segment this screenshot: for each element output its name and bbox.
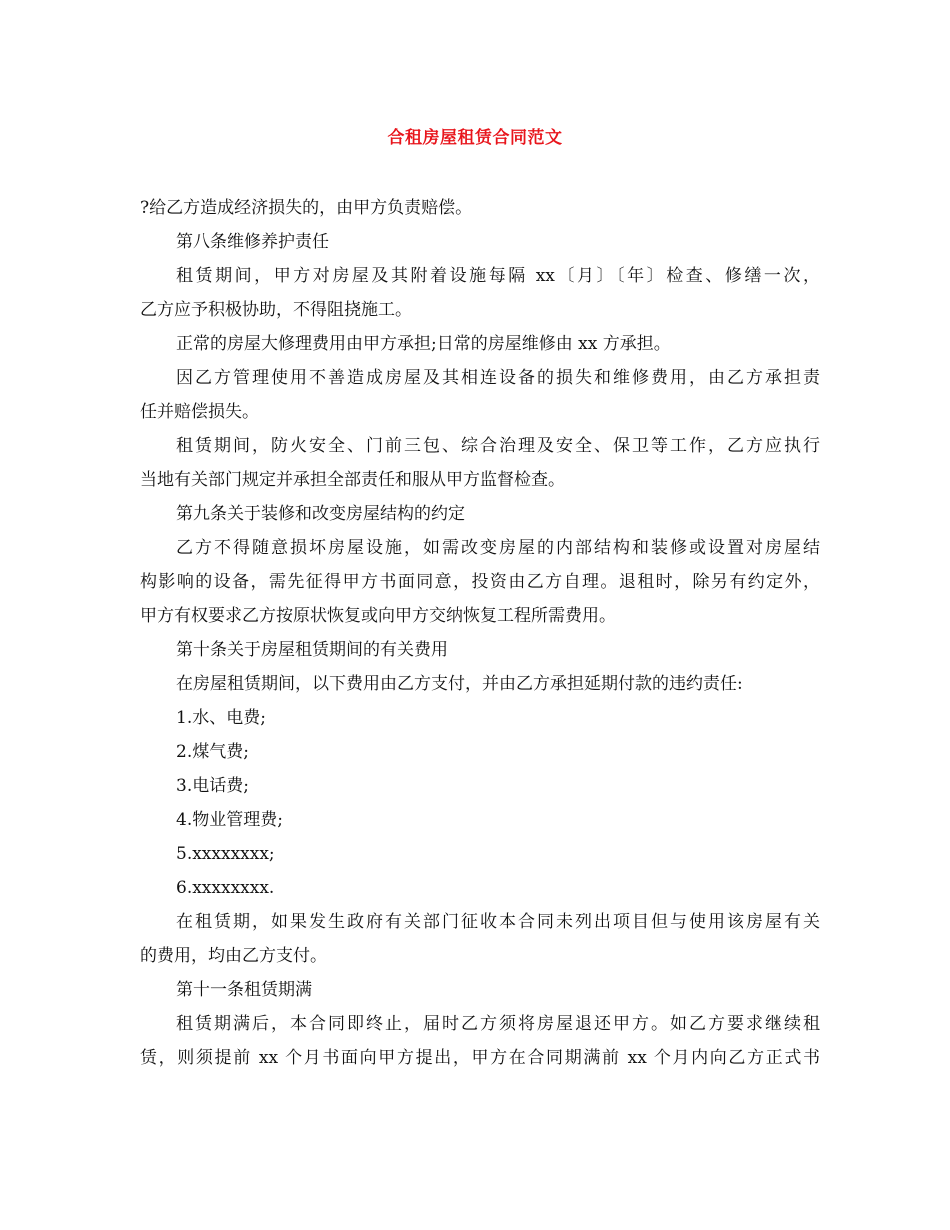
- document-line: ?给乙方造成经济损失的，由甲方负责赔偿。: [140, 198, 473, 218]
- document-line: 因乙方管理使用不善造成房屋及其相连设备的损失和维修费用，由乙方承担责: [176, 368, 820, 388]
- document-line: 赁，则须提前 xx 个月书面向甲方提出，甲方在合同期满前 xx 个月内向乙方正式书: [140, 1048, 820, 1068]
- document-line: 乙方应予积极协助，不得阻挠施工。: [140, 300, 412, 320]
- document-line: 5.xxxxxxxx;: [176, 844, 275, 864]
- document-line: 租赁期满后，本合同即终止，届时乙方须将房屋退还甲方。如乙方要求继续租: [176, 1014, 820, 1034]
- document-line: 当地有关部门规定并承担全部责任和服从甲方监督检查。: [140, 470, 565, 490]
- document-line: 第十一条租赁期满: [176, 980, 312, 1000]
- document-line: 正常的房屋大修理费用由甲方承担;日常的房屋维修由 xx 方承担。: [176, 334, 671, 354]
- document-line: 第八条维修养护责任: [176, 232, 329, 252]
- document-line: 甲方有权要求乙方按原状恢复或向甲方交纳恢复工程所需费用。: [140, 606, 616, 626]
- document-line: 任并赔偿损失。: [140, 402, 259, 422]
- document-line: 4.物业管理费;: [176, 810, 283, 830]
- document-body: [140, 191, 820, 1075]
- document-line: 乙方不得随意损坏房屋设施，如需改变房屋的内部结构和装修或设置对房屋结: [176, 538, 820, 558]
- document-line: 1.水、电费;: [176, 708, 266, 728]
- document-title: 合租房屋租赁合同范文: [387, 128, 563, 148]
- document-line: 第十条关于房屋租赁期间的有关费用: [176, 640, 448, 660]
- document-line: 在房屋租赁期间，以下费用由乙方支付，并由乙方承担延期付款的违约责任:: [176, 674, 743, 694]
- document-line: 的费用，均由乙方支付。: [140, 946, 327, 966]
- document-line: 在租赁期，如果发生政府有关部门征收本合同未列出项目但与使用该房屋有关: [176, 912, 820, 932]
- document-line: 租赁期间，防火安全、门前三包、综合治理及安全、保卫等工作，乙方应执行: [176, 436, 820, 456]
- document-line: 构影响的设备，需先征得甲方书面同意，投资由乙方自理。退租时，除另有约定外，: [140, 572, 820, 592]
- document-line: 6.xxxxxxxx.: [176, 878, 275, 898]
- document-line: 第九条关于装修和改变房屋结构的约定: [176, 504, 465, 524]
- document-line: 3.电话费;: [176, 776, 249, 796]
- document-line: 2.煤气费;: [176, 742, 249, 762]
- document-line: 租赁期间，甲方对房屋及其附着设施每隔 xx〔月〕〔年〕检查、修缮一次，: [176, 266, 820, 286]
